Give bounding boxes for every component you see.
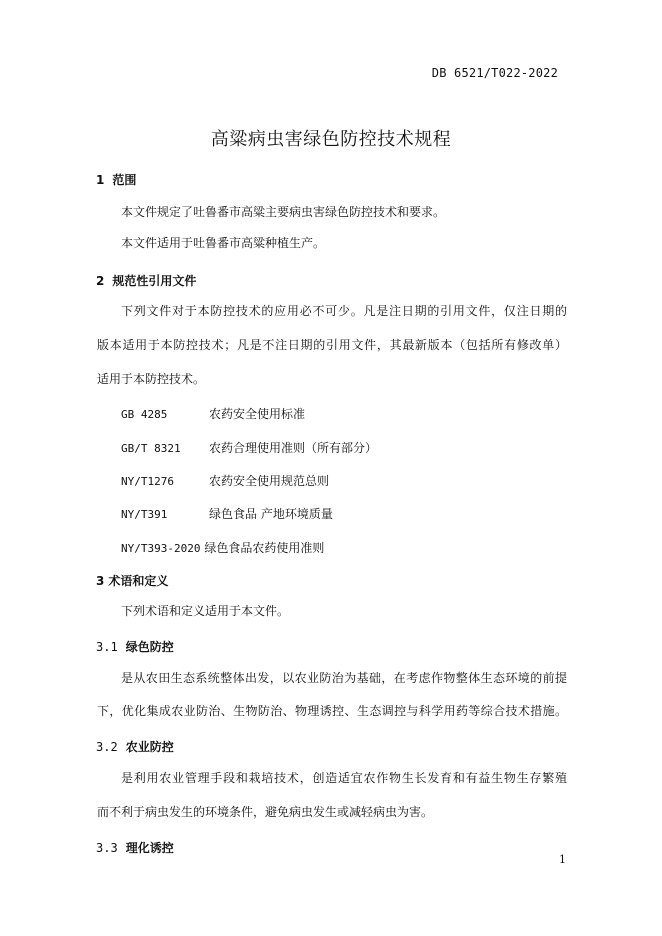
subsection-label: 农业防控 xyxy=(125,740,174,754)
section-label: 规范性引用文件 xyxy=(112,274,197,288)
subsection-3-3-heading xyxy=(96,839,174,856)
reference-item xyxy=(121,439,377,456)
paragraph: 本文件规定了吐鲁番市高粱主要病虫害绿色防控技术和要求。 xyxy=(121,205,446,219)
section-1-heading xyxy=(96,171,136,188)
reference-name: 农药安全使用规范总则 xyxy=(209,474,330,488)
reference-name: 农药合理使用准则（所有部分） xyxy=(209,441,378,455)
section-number: 3 xyxy=(96,574,105,588)
reference-code: NY/T391 xyxy=(121,508,168,521)
paragraph-line: 是从农田生态系统整体出发，以农业防治为基础，在考虑作物整体生态环境的前提 xyxy=(121,671,567,685)
reference-item xyxy=(121,505,333,522)
reference-code: NY/T1276 xyxy=(121,475,174,488)
subsection-3-2-heading xyxy=(96,738,174,755)
reference-item xyxy=(121,539,324,556)
section-label: 范围 xyxy=(112,173,137,187)
reference-code: GB 4285 xyxy=(121,408,168,421)
reference-name: 绿色食品 产地环境质量 xyxy=(209,507,333,521)
paragraph-line: 而不利于病虫发生的环境条件，避免病虫发生或减轻病虫为害。 xyxy=(97,805,434,819)
reference-item xyxy=(121,472,329,489)
section-number: 2 xyxy=(96,274,105,288)
paragraph-line: 适用于本防控技术。 xyxy=(97,372,206,386)
subsection-number: 3.1 xyxy=(96,640,118,654)
paragraph-line: 是利用农业管理手段和栽培技术，创造适宜农作物生长发育和有益生物生存繁殖 xyxy=(121,771,567,785)
subsection-label: 理化诱控 xyxy=(125,841,174,855)
reference-item xyxy=(121,405,305,422)
reference-code: NY/T393-2020 xyxy=(121,542,201,555)
reference-code: GB/T 8321 xyxy=(121,442,181,455)
paragraph-line: 下列文件对于本防控技术的应用必不可少。凡是注日期的引用文件，仅注日期的 xyxy=(121,304,567,318)
paragraph: 本文件适用于吐鲁番市高粱种植生产。 xyxy=(121,236,326,250)
section-2-heading xyxy=(96,272,196,289)
section-number: 1 xyxy=(96,173,105,187)
subsection-label: 绿色防控 xyxy=(125,640,174,654)
reference-name: 农药安全使用标准 xyxy=(209,407,306,421)
document-code: DB 6521/T022-2022 xyxy=(431,66,558,80)
document-title: 高粱病虫害绿色防控技术规程 xyxy=(210,129,452,150)
page-number: 1 xyxy=(559,853,566,866)
subsection-3-1-heading xyxy=(96,638,174,655)
subsection-number: 3.3 xyxy=(96,841,118,855)
paragraph-line: 下，优化集成农业防治、生物防治、物理诱控、生态调控与科学用药等综合技术措施。 xyxy=(97,704,567,718)
reference-name: 绿色食品农药使用准则 xyxy=(204,541,325,555)
subsection-number: 3.2 xyxy=(96,740,118,754)
section-3-heading xyxy=(96,572,168,589)
paragraph: 下列术语和定义适用于本文件。 xyxy=(121,604,290,618)
section-label: 术语和定义 xyxy=(108,574,169,588)
paragraph-line: 版本适用于本防控技术；凡是不注日期的引用文件，其最新版本（包括所有修改单） xyxy=(97,338,567,352)
